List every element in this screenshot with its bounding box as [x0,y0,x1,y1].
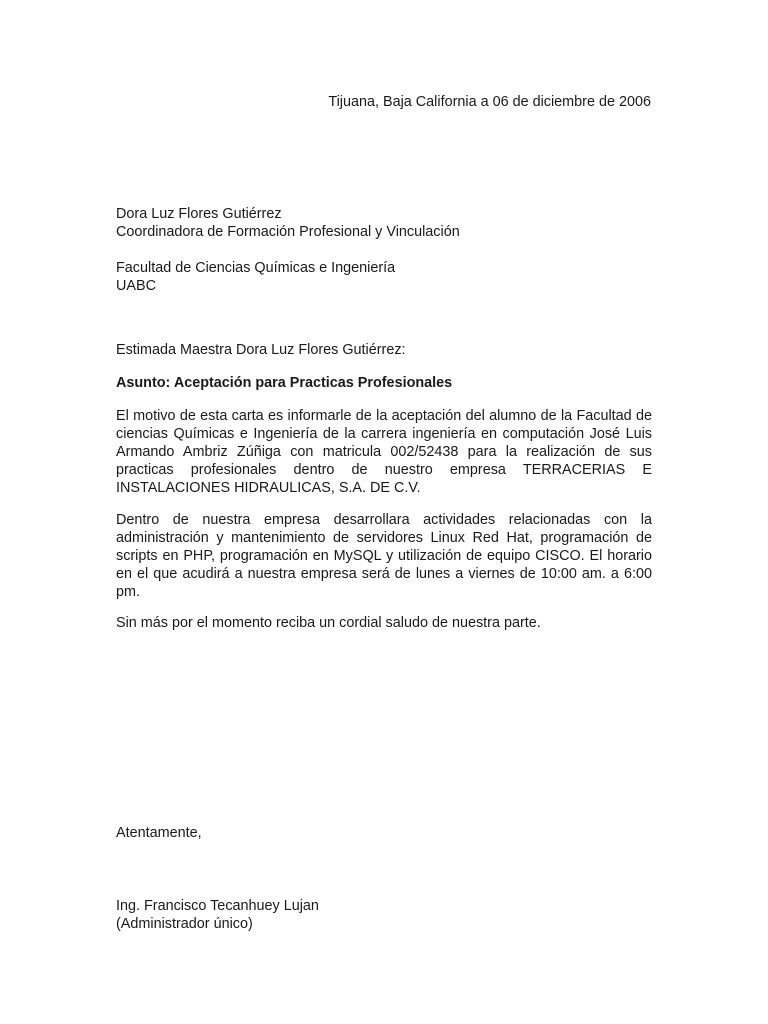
recipient-title: Coordinadora de Formación Profesional y Vinculación [116,224,460,240]
recipient-block [116,205,652,241]
closing: Atentamente, [116,825,202,841]
institution-block [116,259,652,295]
body-paragraph-2: Dentro de nuestra empresa desarrollara actividades relacionadas con la administración y mantenimiento de servidores Linux Red Hat, programación de scripts en PHP, programación en MySQL y utilización de equipo CISCO. El horario en el que acudirá a nuestra empresa será de lunes a viernes de 10:00 am. a 6:00 pm. [116,512,652,600]
recipient-name: Dora Luz Flores Gutiérrez [116,206,282,222]
signature-role: (Administrador único) [116,916,253,932]
subject-line: Asunto: Aceptación para Practicas Profesionales [116,375,453,391]
date-line: Tijuana, Baja California a 06 de diciembre de 2006 [328,94,651,110]
salutation: Estimada Maestra Dora Luz Flores Gutiérrez: [116,342,406,358]
institution-faculty: Facultad de Ciencias Químicas e Ingeniería [116,260,396,276]
body-paragraph-1: El motivo de esta carta es informarle de la aceptación del alumno de la Facultad de ciencias Químicas e Ingeniería de la carrera ingeniería en computación José Luis Armando Ambriz Zúñiga con matricula 002/52438 para la realización de sus practicas profesionales dentro de nuestro empresa TERRACERIAS E INSTALACIONES HIDRAULICAS, S.A. DE C.V. [116,408,652,496]
body-paragraph-3: Sin más por el momento reciba un cordial saludo de nuestra parte. [116,615,541,631]
signature-block [116,897,652,933]
signature-name: Ing. Francisco Tecanhuey Lujan [116,898,319,914]
institution-university: UABC [116,278,156,294]
